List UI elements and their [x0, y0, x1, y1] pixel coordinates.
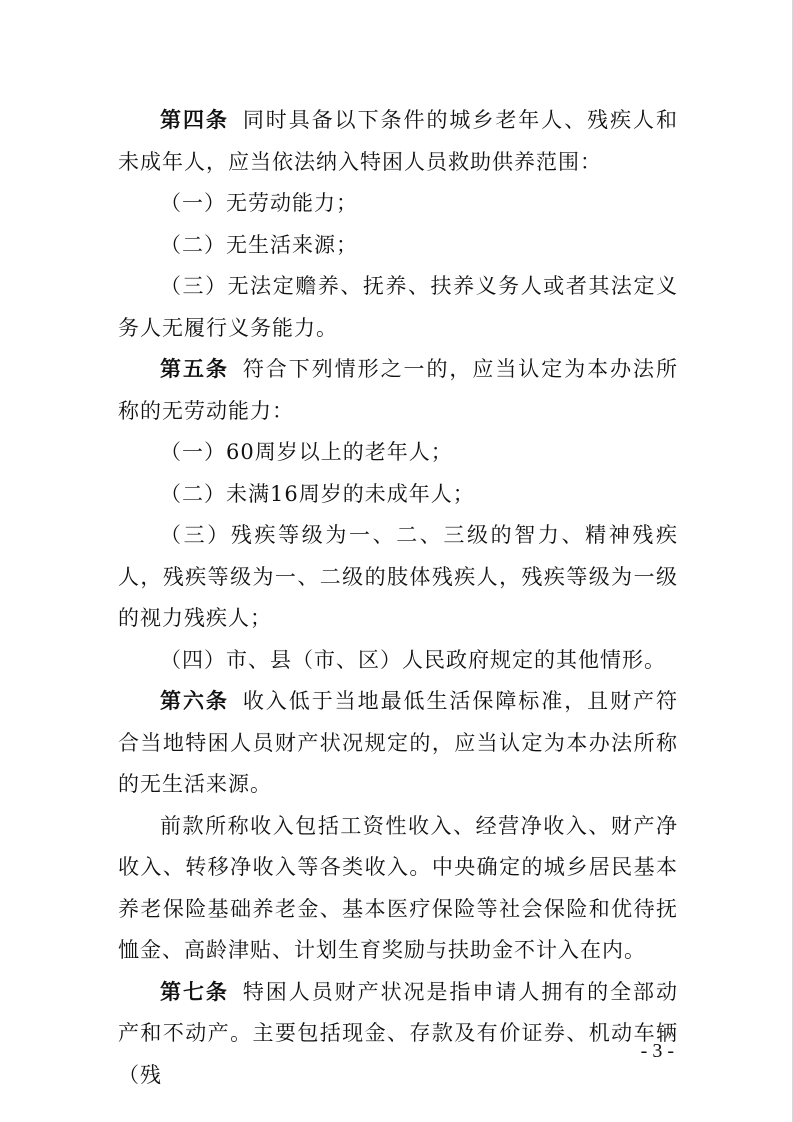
article-item: （一）60周岁以上的老年人； [160, 440, 453, 464]
article-item: （二）无生活来源； [160, 232, 358, 257]
article-item: （三）残疾等级为一、二、三级的智力、精神残疾人，残疾等级为一、二级的肢体残疾人，残疾等级为一级的视力残疾人； [118, 523, 678, 630]
document-body [118, 100, 678, 1096]
article-text: 符合下列情形之一的，应当认定为本办法所称的无劳动能力： [118, 357, 679, 423]
article-5 [118, 349, 678, 432]
article-6 [118, 681, 678, 806]
article-item: （一）无劳动能力； [160, 191, 358, 215]
article-heading: 第七条 [160, 979, 229, 1004]
article-heading: 第五条 [160, 357, 229, 381]
article-4 [118, 100, 678, 183]
article-text: 收入低于当地最低生活保障标准，且财产符合当地特困人员财产状况规定的，应当认定为本办法所称的无生活来源。 [118, 689, 679, 796]
article-heading: 第四条 [160, 108, 229, 132]
article-text: 特困人员财产状况是指申请人拥有的全部动产和不动产。主要包括现金、存款及有价证券、机动车辆（残 [118, 979, 679, 1087]
article-7 [118, 972, 678, 1097]
article-item: （三）无法定赡养、抚养、扶养义务人或者其法定义务人无履行义务能力。 [118, 274, 678, 340]
article-item: （二）未满16周岁的未成年人； [160, 481, 475, 506]
article-text: 同时具备以下条件的城乡老年人、残疾人和未成年人，应当依法纳入特困人员救助供养范围： [118, 108, 679, 174]
article-item: （四）市、县（市、区）人民政府规定的其他情形。 [160, 647, 666, 672]
article-paragraph: 前款所称收入包括工资性收入、经营净收入、财产净收入、转移净收入等各类收入。中央确定的城乡居民基本养老保险基础养老金、基本医疗保险等社会保险和优待抚恤金、高龄津贴、计划生育奖励与扶助金不计入在内。 [118, 813, 678, 962]
page-number: - 3 - [640, 1040, 674, 1062]
article-heading: 第六条 [160, 689, 229, 713]
